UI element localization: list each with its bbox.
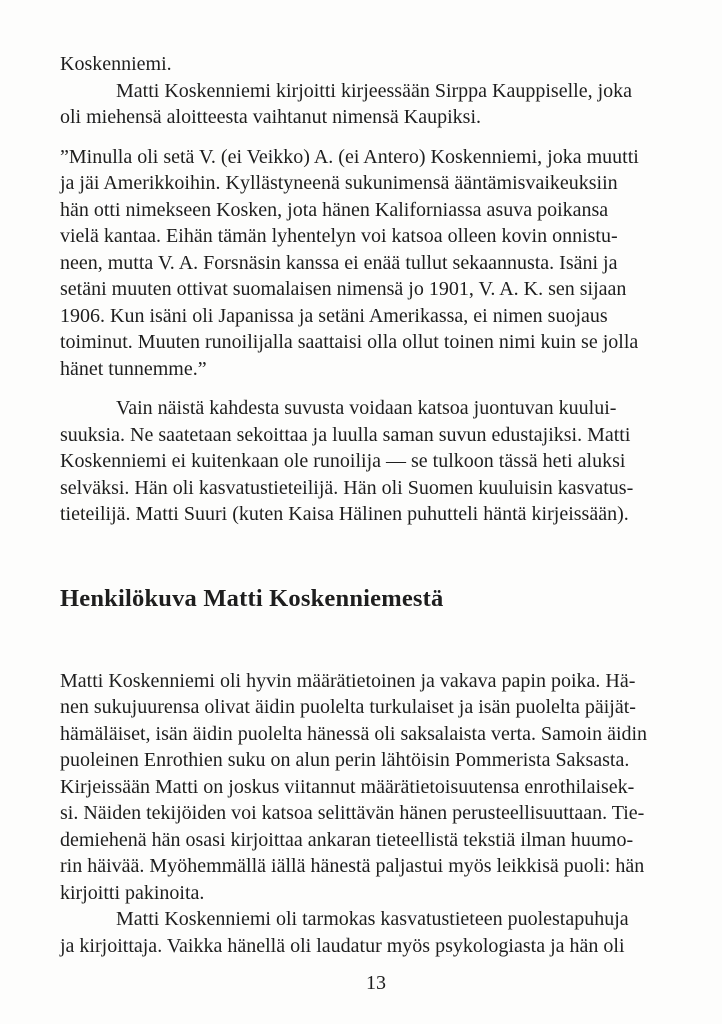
paragraph bbox=[60, 668, 692, 907]
text-line: hänet tunnemme.” bbox=[60, 357, 207, 380]
paragraph bbox=[60, 144, 692, 383]
page-number: 13 bbox=[366, 972, 386, 994]
text-line: setäni muuten ottivat suomalaisen nimensä jo 1901, V. A. K. sen sijaan bbox=[60, 278, 627, 300]
paragraph bbox=[60, 906, 692, 959]
text-line: neen, mutta V. A. Forsnäsin kanssa ei enää tullut sekaannusta. Isäni ja bbox=[60, 251, 618, 274]
text-line: tieteilijä. Matti Suuri (kuten Kaisa Hälinen puhutteli häntä kirjeissään). bbox=[60, 503, 629, 525]
page-body bbox=[60, 51, 692, 959]
text-line: vielä kantaa. Eihän tämän lyhentelyn voi katsoa olleen kovin onnistu- bbox=[60, 225, 618, 247]
text-line: ja jäi Amerikkoihin. Kyllästyneenä sukunimensä ääntämisvaikeuksiin bbox=[60, 172, 618, 194]
text-line: Matti Koskenniemi oli tarmokas kasvatustieteen puolestapuhuja bbox=[116, 908, 629, 930]
text-line: Kirjeissään Matti on joskus viitannut määrätietoisuutensa enrothilaisek- bbox=[60, 775, 635, 798]
paragraph bbox=[60, 78, 692, 131]
text-line: demiehenä hän osasi kirjoittaa ankaran tieteellistä tekstiä ilman huumo- bbox=[60, 828, 634, 851]
text-line: Vain näistä kahdesta suvusta voidaan katsoa juontuvan kuului- bbox=[116, 397, 617, 419]
text-line: ja kirjoittaja. Vaikka hänellä oli laudatur myös psykologiasta ja hän oli bbox=[60, 934, 625, 957]
text-line: hän otti nimekseen Kosken, jota hänen Kaliforniassa asuva poikansa bbox=[60, 198, 609, 221]
text-line: hämäläiset, isän äidin puolelta hänessä oli saksalaista verta. Samoin äidin bbox=[60, 722, 648, 745]
text-line: 1906. Kun isäni oli Japanissa ja setäni Amerikassa, ei nimen suojaus bbox=[60, 304, 608, 327]
text-line: toiminut. Muuten runoilijalla saattaisi olla ollut toinen nimi kuin se jolla bbox=[60, 331, 639, 353]
paragraph bbox=[60, 51, 692, 78]
text-line: oli miehensä aloitteesta vaihtanut nimensä Kaupiksi. bbox=[60, 106, 482, 128]
section-heading: Henkilökuva Matti Koskenniemestä bbox=[60, 584, 444, 612]
text-line: suuksia. Ne saatetaan sekoittaa ja luulla saman suvun edustajiksi. Matti bbox=[60, 423, 631, 446]
text-line: Matti Koskenniemi oli hyvin määrätietoinen ja vakava papin poika. Hä- bbox=[60, 669, 636, 692]
text-line: Koskenniemi ei kuitenkaan ole runoilija — se tulkoon tässä heti aluksi bbox=[60, 450, 626, 472]
text-line: si. Näiden tekijöiden voi katsoa selittävän hänen perusteellisuuttaan. Tie- bbox=[60, 802, 645, 824]
text-line: puoleinen Enrothien suku on alun perin lähtöisin Pommerista Saksasta. bbox=[60, 749, 630, 771]
paragraph bbox=[60, 395, 692, 528]
text-line: ”Minulla oli setä V. (ei Veikko) A. (ei Antero) Koskenniemi, joka muutti bbox=[60, 145, 639, 168]
text-line: rin häivää. Myöhemmällä iällä hänestä paljastui myös leikkisä puoli: hän bbox=[60, 855, 645, 877]
text-line: nen sukujuurensa olivat äidin puolelta turkulaiset ja isän puolelta päijät- bbox=[60, 696, 636, 718]
text-line: selväksi. Hän oli kasvatustieteilijä. Hän oli Suomen kuuluisin kasvatus- bbox=[60, 476, 634, 499]
text-line: kirjoitti pakinoita. bbox=[60, 881, 205, 904]
text-line: Koskenniemi. bbox=[60, 53, 172, 75]
text-line: Matti Koskenniemi kirjoitti kirjeessään Sirppa Kauppiselle, joka bbox=[116, 79, 633, 102]
